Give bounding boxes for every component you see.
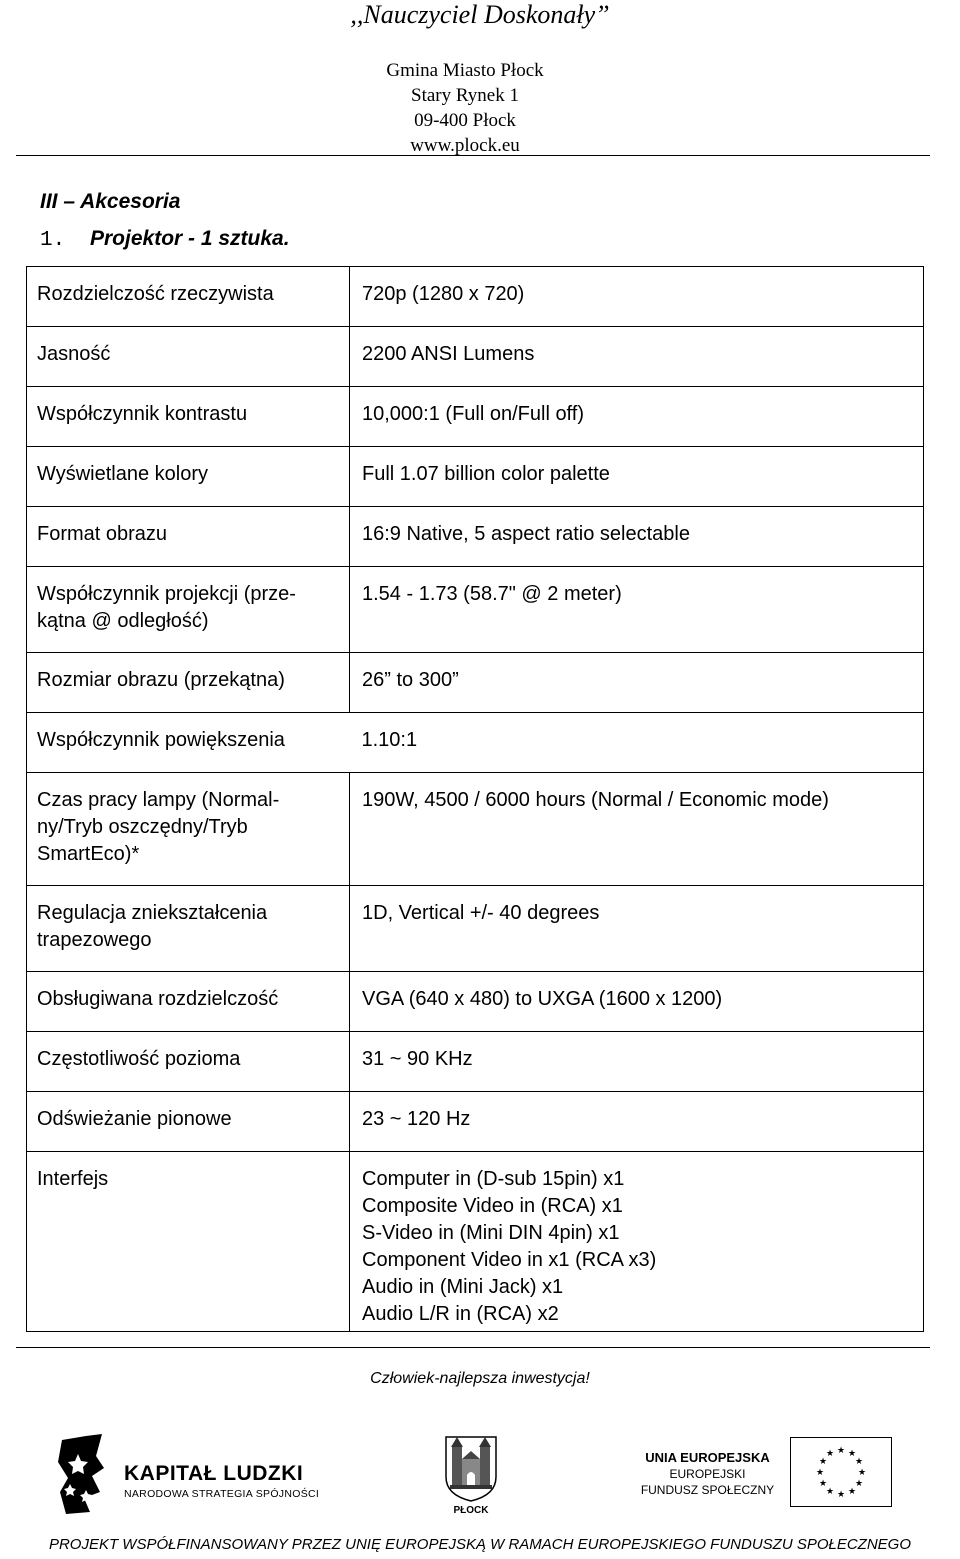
spec-label: Rozdzielczość rzeczywista: [27, 267, 350, 327]
spec-row: [27, 507, 924, 567]
spec-value: 23 ~ 120 Hz: [350, 1092, 924, 1152]
svg-text:★: ★: [847, 1449, 857, 1459]
spec-row: [27, 972, 924, 1032]
svg-text:★: ★: [854, 1479, 864, 1489]
svg-text:★: ★: [836, 1446, 846, 1456]
svg-text:★: ★: [825, 1487, 835, 1497]
kapital-ludzki-name: KAPITAŁ LUDZKI: [124, 1462, 304, 1485]
spec-value: 1.10:1: [350, 713, 924, 773]
kapital-ludzki-logo: [56, 1432, 326, 1516]
spec-value: 190W, 4500 / 6000 hours (Normal / Economic mode): [350, 773, 924, 886]
spec-row: [27, 267, 924, 327]
spec-value: 26” to 300”: [350, 653, 924, 713]
eu-logo: [640, 1437, 900, 1507]
spec-row: [27, 567, 924, 653]
item-number: 1.: [40, 229, 66, 252]
spec-label: Odświeżanie pionowe: [27, 1092, 350, 1152]
spec-row: [27, 1152, 924, 1332]
svg-text:★: ★: [815, 1468, 825, 1478]
spec-label: Format obrazu: [27, 507, 350, 567]
header-divider: [16, 155, 930, 156]
spec-value: 720p (1280 x 720): [350, 267, 924, 327]
svg-text:★: ★: [818, 1457, 828, 1467]
plock-crest-icon: [444, 1433, 498, 1503]
spec-row: [27, 886, 924, 972]
svg-text:★: ★: [847, 1487, 857, 1497]
spec-label: Rozmiar obrazu (przekątna): [27, 653, 350, 713]
svg-text:★: ★: [818, 1479, 828, 1489]
address-line: 09-400 Płock: [414, 110, 516, 131]
spec-row: [27, 327, 924, 387]
spec-label: Współczynnik kontrastu: [27, 387, 350, 447]
spec-label: Współczynnik powiększenia: [27, 713, 350, 773]
item-heading: [40, 227, 290, 252]
eu-flag-icon: [790, 1437, 892, 1507]
kapital-ludzki-mark-icon: [56, 1432, 108, 1516]
spec-value: 10,000:1 (Full on/Full off): [350, 387, 924, 447]
spec-value: 1.54 - 1.73 (58.7" @ 2 meter): [350, 567, 924, 653]
spec-row: [27, 447, 924, 507]
address-line: Gmina Miasto Płock: [386, 60, 544, 81]
svg-text:★: ★: [836, 1490, 846, 1500]
spec-table: [26, 266, 924, 1332]
svg-text:★: ★: [857, 1468, 867, 1478]
footer-text: PROJEKT WSPÓŁFINANSOWANY PRZEZ UNIĘ EUROPEJSKĄ W RAMACH EUROPEJSKIEGO FUNDUSZU SPOŁECZNEGO: [48, 1536, 912, 1553]
motto: Człowiek-najlepsza inwestycja!: [370, 1370, 590, 1387]
eu-union-name: UNIA EUROPEJSKA: [645, 1450, 770, 1465]
spec-label: Regulacja zniekształcenia trapezowego: [27, 886, 350, 972]
project-title: ,,Nauczyciel Doskonały”: [350, 0, 610, 29]
spec-value: Full 1.07 billion color palette: [350, 447, 924, 507]
footer-divider: [16, 1347, 930, 1348]
section-heading: III – Akcesoria: [40, 190, 181, 213]
item-title: Projektor - 1 sztuka.: [90, 227, 290, 250]
spec-row: [27, 773, 924, 886]
spec-value: 2200 ANSI Lumens: [350, 327, 924, 387]
spec-label: Współczynnik projekcji (prze- kątna @ odległość): [27, 567, 350, 653]
spec-label: Jasność: [27, 327, 350, 387]
spec-row: [27, 1092, 924, 1152]
spec-row: [27, 653, 924, 713]
spec-label: Obsługiwana rozdzielczość: [27, 972, 350, 1032]
spec-label: Interfejs: [27, 1152, 350, 1332]
spec-row: [27, 387, 924, 447]
spec-value: 16:9 Native, 5 aspect ratio selectable: [350, 507, 924, 567]
eu-fund-line: EUROPEJSKI: [669, 1467, 746, 1481]
spec-value: VGA (640 x 480) to UXGA (1600 x 1200): [350, 972, 924, 1032]
spec-label: Wyświetlane kolory: [27, 447, 350, 507]
address-block: [0, 58, 930, 158]
spec-value: 1D, Vertical +/- 40 degrees: [350, 886, 924, 972]
kapital-ludzki-subtitle: NARODOWA STRATEGIA SPÓJNOŚCI: [124, 1488, 320, 1500]
spec-value: 31 ~ 90 KHz: [350, 1032, 924, 1092]
spec-label: Czas pracy lampy (Normal- ny/Tryb oszczędny/Tryb SmartEco)*: [27, 773, 350, 886]
spec-value: Computer in (D-sub 15pin) x1 Composite Video in (RCA) x1 S-Video in (Mini DIN 4pin) x1 Component Video in x1 (RCA x3) Audio in (Mini Jack) x1 Audio L/R in (RCA) x2: [350, 1152, 924, 1332]
address-line: Stary Rynek 1: [411, 85, 519, 106]
spec-row: [27, 713, 924, 773]
eu-fund-line: FUNDUSZ SPOŁECZNY: [640, 1483, 775, 1497]
svg-text:★: ★: [825, 1449, 835, 1459]
svg-text:★: ★: [854, 1457, 864, 1467]
spec-label: Częstotliwość pozioma: [27, 1032, 350, 1092]
address-website: www.plock.eu: [410, 135, 520, 156]
plock-name: PŁOCK: [453, 1505, 489, 1516]
spec-row: [27, 1032, 924, 1092]
plock-coat-of-arms: [436, 1433, 506, 1523]
